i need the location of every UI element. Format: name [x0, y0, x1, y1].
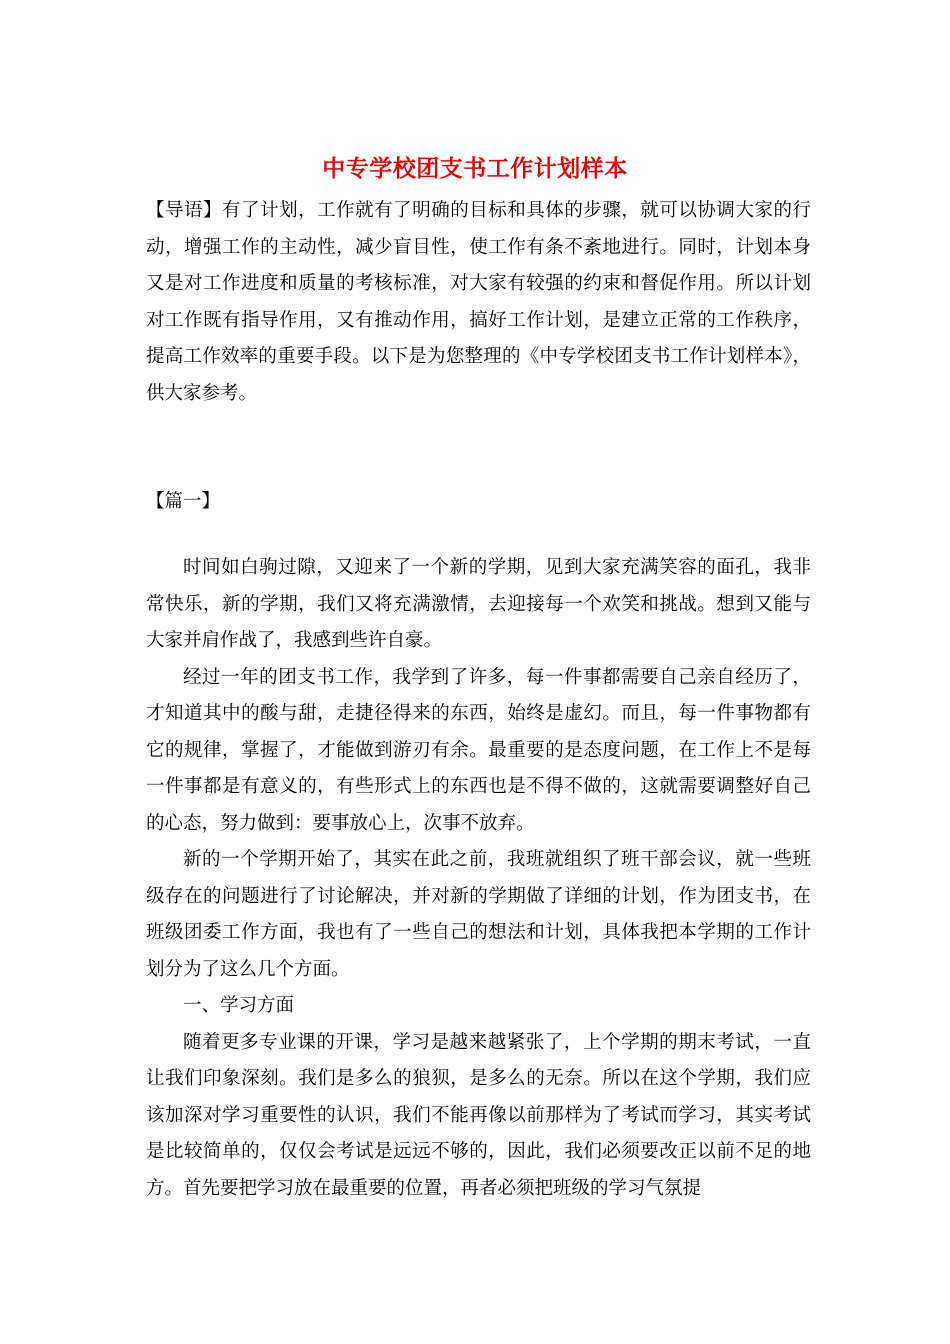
body-paragraph: 随着更多专业课的开课，学习是越来越紧张了，上个学期的期末考试，一直让我们印象深刻。我们是多么的狼狈，是多么的无奈。所以在这个学期，我们应该加深对学习重要性的认识，我们不能再像以前那样为了考试而学习，其实考试是比较简单的，仅仅会考试是远远不够的，因此，我们必须要改正以前不足的地方。首先要把学习放在最重要的位置，再者必须把班级的学习气氛提 [146, 1031, 811, 1199]
document-title: 中专学校团支书工作计划样本 [322, 155, 628, 182]
intro-paragraph [146, 193, 811, 412]
body-paragraph: 时间如白驹过隙，又迎来了一个新的学期，见到大家充满笑容的面孔，我非常快乐，新的学期，我们又将充满激情，去迎接每一个欢笑和挑战。想到又能与大家并肩作战了，我感到些许自豪。 [146, 557, 811, 651]
section-label: 【篇一】 [146, 491, 221, 512]
document-body [146, 550, 811, 1207]
body-paragraph: 新的一个学期开始了，其实在此之前，我班就组织了班干部会议，就一些班级存在的问题进行了讨论解决，并对新的学期做了详细的计划，作为团支书，在班级团委工作方面，我也有了一些自己的想法和计划，具体我把本学期的工作计划分为了这么几个方面。 [146, 849, 811, 980]
intro-text: 【导语】有了计划，工作就有了明确的目标和具体的步骤，就可以协调大家的行动，增强工作的主动性，减少盲目性，使工作有条不紊地进行。同时，计划本身又是对工作进度和质量的考核标准，对大家有较强的约束和督促作用。所以计划对工作既有指导作用，又有推动作用，搞好工作计划，是建立正常的工作秩序，提高工作效率的重要手段。以下是为您整理的《中专学校团支书工作计划样本》，供大家参考。 [146, 200, 811, 404]
section-heading: 一、学习方面 [183, 995, 295, 1016]
body-paragraph: 经过一年的团支书工作，我学到了许多，每一件事都需要自己亲自经历了，才知道其中的酸与甜，走捷径得来的东西，始终是虚幻。而且，每一件事物都有它的规律，掌握了，才能做到游刃有余。最重要的是态度问题，在工作上不是每一件事都是有意义的，有些形式上的东西也是不得不做的，这就需要调整好自己的心态，努力做到：要事放心上，次事不放弃。 [146, 666, 811, 834]
